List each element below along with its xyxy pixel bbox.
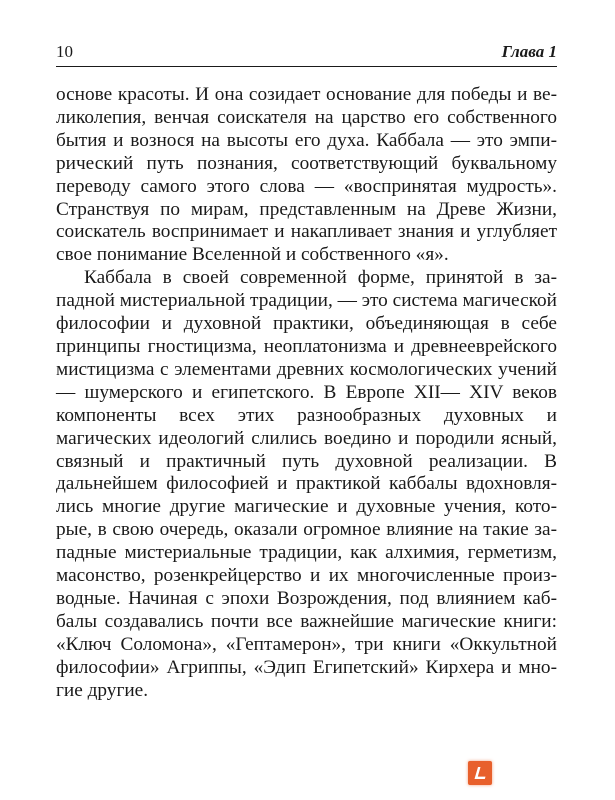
chapter-title: Глава 1 — [501, 42, 557, 61]
litres-logo-icon — [468, 761, 492, 785]
paragraph-2: Каббала в своей современной форме, принятой в западной мистериальной традиции, — это система магической философии и духовной практики, объединяющая в себе принципы гностицизма, неоплатонизма и древнееврейского мистицизма с элементами древних космологических учений — шумерского и египетского. В Европе XII— XIV веков компоненты всех этих разнообразных духовных и магических идеологий слились воедино и породили ясный, связный и практичный путь духовной реализации. В дальнейшем философией и практикой каббалы вдохновлялись многие другие магические и духовные учения, которые, в свою очередь, оказали огромное влияние на такие западные мистериальные традиции, как алхимия, герметизм, масонство, розенкрейцерство и их многочисленные производные. Начиная с эпохи Возрождения, под влиянием каббалы создавались почти все важнейшие магические книги: «Ключ Соломона», «Гептамерон», три книги «Оккультной философии» Агриппы, «Эдип Египетский» Кирхера и многие другие. — [56, 267, 558, 701]
page-number: 10 — [56, 42, 73, 61]
litres-logo-glyph — [468, 761, 492, 785]
paragraph-1: основе красоты. И она созидает основание для победы и великолепия, венчая соискателя на царство его собственного бытия и вознося на высоты его духа. Каббала — это эмпирический путь познания, соответствующий буквальному переводу самого этого слова — «воспринятая мудрость». Странствуя по мирам, представленным на Древе Жизни, соискатель воспринимает и накапливает знания и углубляет свое понимание Вселенной и собственного «я». — [56, 84, 557, 266]
page-body — [56, 84, 557, 702]
header-rule — [56, 66, 557, 67]
running-header — [56, 40, 557, 64]
